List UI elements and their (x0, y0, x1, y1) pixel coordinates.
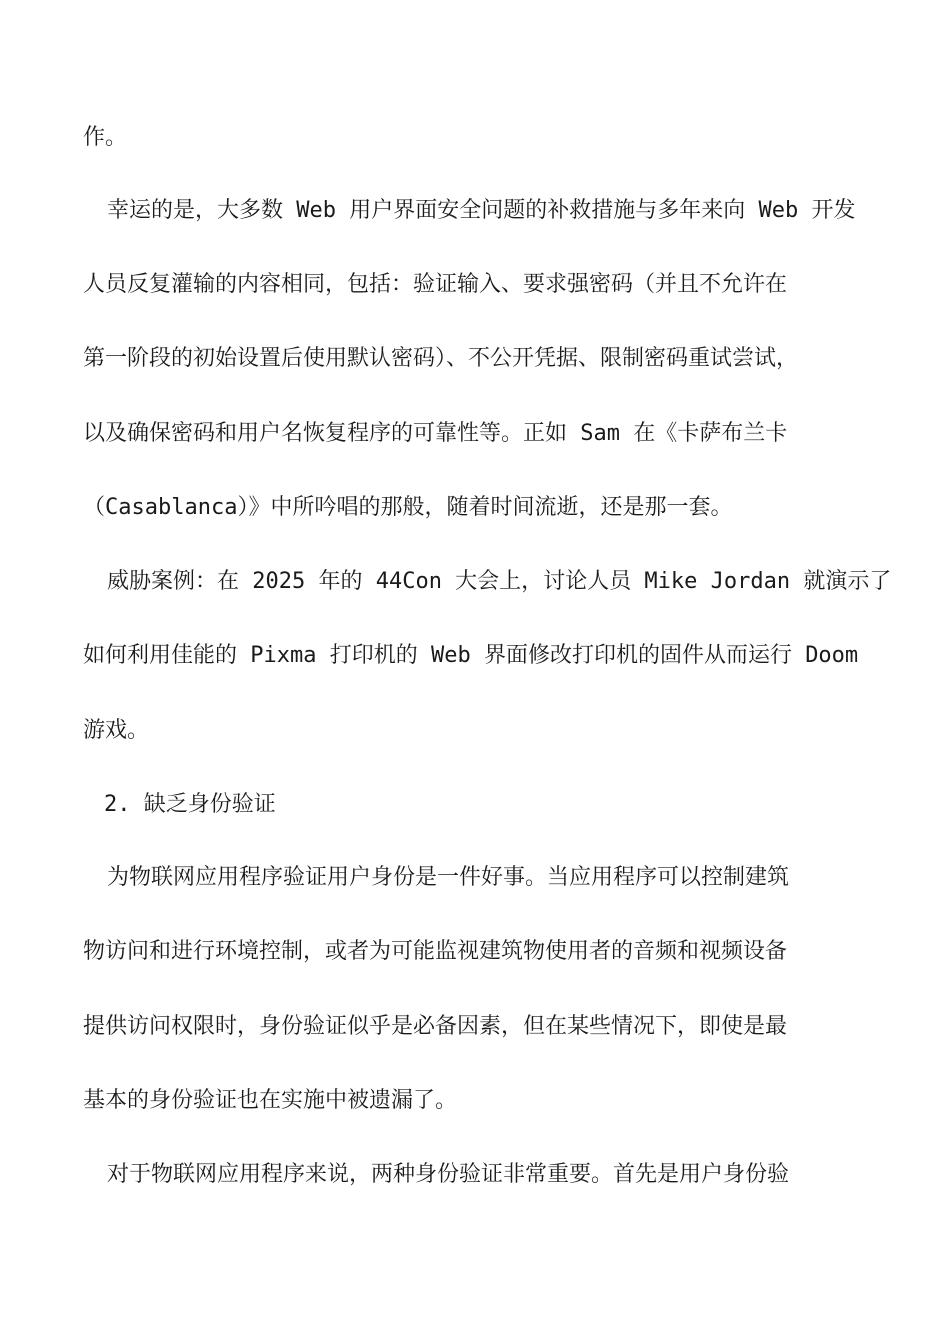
paragraph-line: 游戏。 (83, 718, 150, 743)
paragraph-line: 人员反复灌输的内容相同，包括：验证输入、要求强密码（并且不允许在 (83, 272, 788, 297)
paragraph-line: 物访问和进行环境控制，或者为可能监视建筑物使用者的音频和视频设备 (83, 939, 788, 964)
paragraph-line: 基本的身份验证也在实施中被遗漏了。 (83, 1088, 458, 1113)
paragraph-line: 为物联网应用程序验证用户身份是一件好事。当应用程序可以控制建筑 (107, 865, 790, 890)
paragraph-line: （Casablanca）》中所吟唱的那般，随着时间流逝，还是那一套。 (83, 495, 733, 520)
section-heading: 2. 缺乏身份验证 (104, 792, 276, 817)
paragraph-line: 提供访问权限时，身份验证似乎是必备因素，但在某些情况下，即使是最 (83, 1014, 788, 1039)
paragraph-line: 以及确保密码和用户名恢复程序的可靠性等。正如 Sam 在《卡萨布兰卡 (83, 421, 788, 446)
paragraph-line: 对于物联网应用程序来说，两种身份验证非常重要。首先是用户身份验 (107, 1162, 790, 1187)
paragraph-line: 威胁案例：在 2025 年的 44Con 大会上，讨论人员 Mike Jordan 就演示了 (107, 569, 892, 594)
paragraph-line: 作。 (83, 125, 128, 150)
paragraph-line: 第一阶段的初始设置后使用默认密码）、不公开凭据、限制密码重试尝试， (83, 346, 799, 371)
paragraph-line: 如何利用佳能的 Pixma 打印机的 Web 界面修改打印机的固件从而运行 Doom (83, 643, 859, 668)
paragraph-line: 幸运的是，大多数 Web 用户界面安全问题的补救措施与多年来向 Web 开发 (107, 198, 856, 223)
